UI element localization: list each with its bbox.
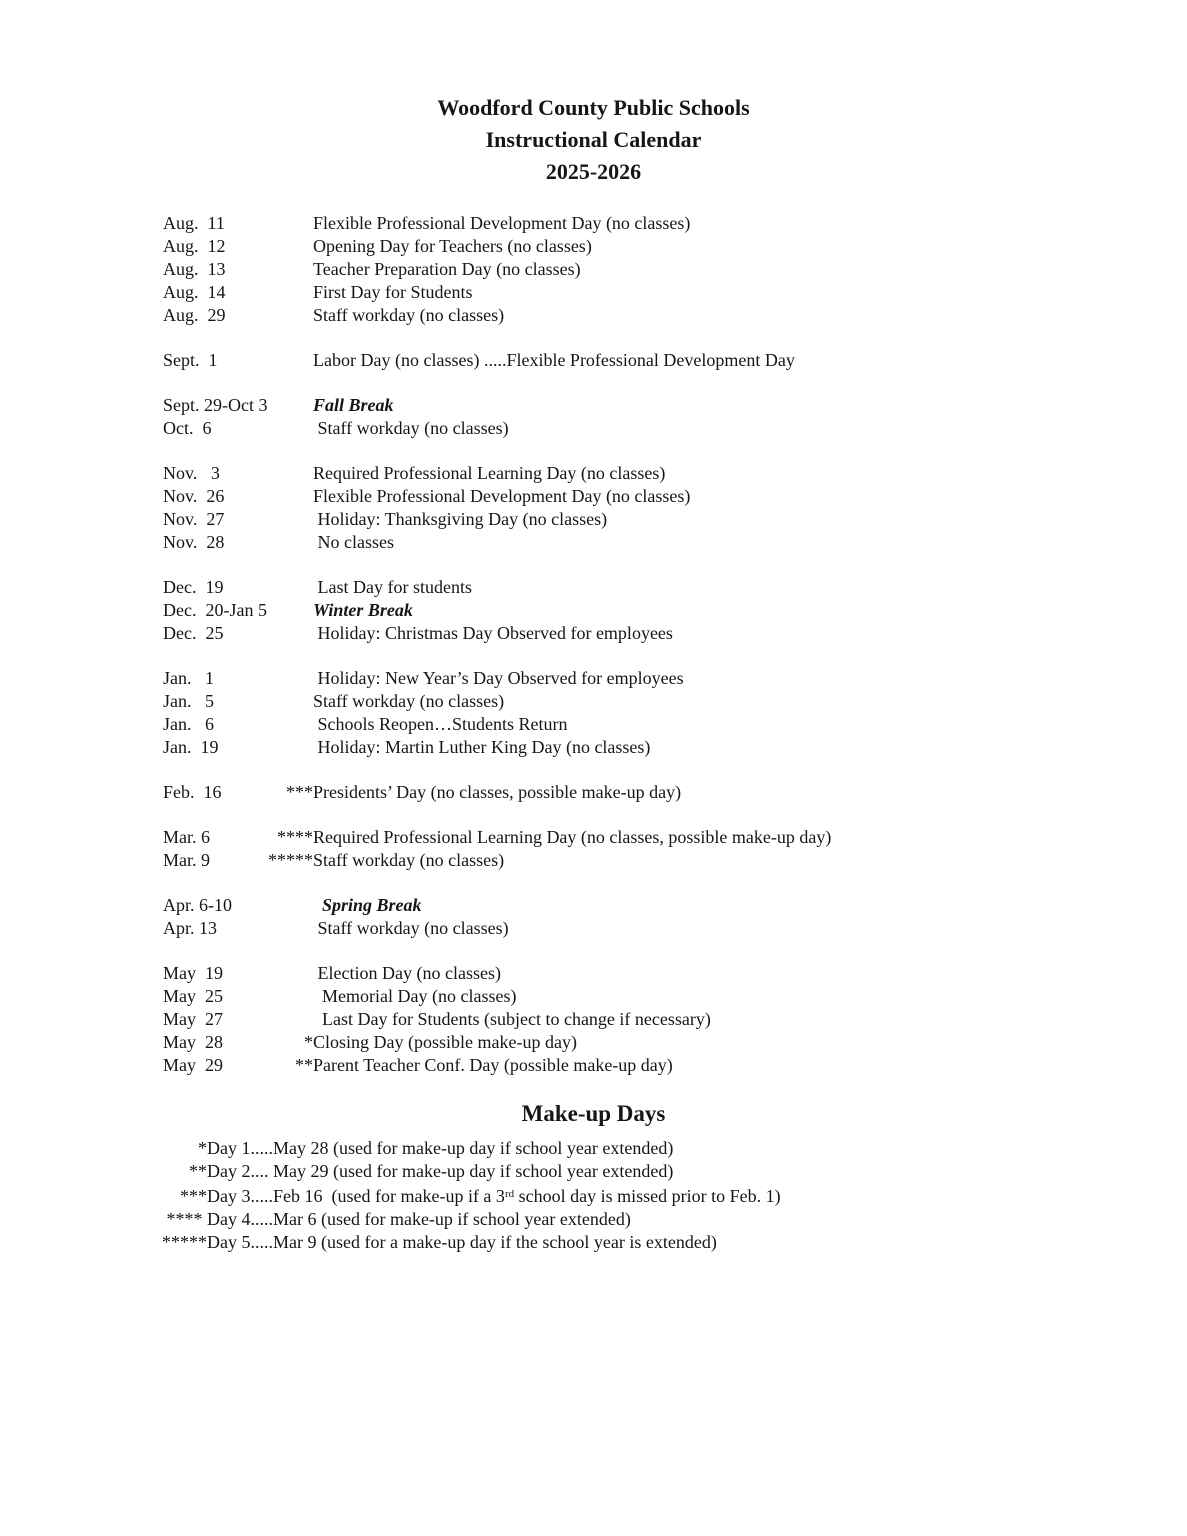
calendar-row: [0, 462, 1187, 485]
event-description: [313, 690, 504, 713]
event-description: [313, 349, 795, 372]
event-date: May 27: [163, 1009, 223, 1029]
calendar-row: [0, 962, 1187, 985]
event-description: [313, 985, 516, 1008]
event-description: [313, 508, 607, 531]
event-text: Last Day for students: [313, 577, 472, 597]
calendar-row: [0, 781, 1187, 804]
calendar-row: [0, 894, 1187, 917]
footnote-stars: **: [189, 1161, 207, 1181]
footnote-stars: **: [295, 1055, 313, 1075]
makeup-text: Day 2.... May 29 (used for make-up day if school year extended): [207, 1161, 674, 1181]
calendar-row: [0, 417, 1187, 440]
event-description: [313, 962, 501, 985]
event-text: Opening Day for Teachers (no classes): [313, 236, 592, 256]
event-text: Presidents’ Day (no classes, possible make-up day): [313, 782, 682, 802]
event-description: [313, 531, 394, 554]
event-text: Holiday: Martin Luther King Day (no classes): [313, 737, 651, 757]
footnote-stars: ****: [166, 1209, 207, 1229]
event-date: Dec. 20-Jan 5: [163, 600, 267, 620]
makeup-text: Day 5.....Mar 9 (used for a make-up day if the school year is extended): [207, 1232, 717, 1252]
document-header: [0, 92, 1187, 188]
event-text: Winter Break: [313, 600, 413, 620]
event-description: [313, 462, 665, 485]
calendar-row: [0, 349, 1187, 372]
calendar-row: [0, 985, 1187, 1008]
event-text: Staff workday (no classes): [313, 918, 509, 938]
event-text: Teacher Preparation Day (no classes): [313, 259, 581, 279]
event-date: Apr. 6-10: [163, 895, 232, 915]
footnote-stars: ***: [180, 1186, 207, 1206]
makeup-lines: [162, 1137, 1187, 1254]
event-text: Holiday: Christmas Day Observed for employees: [313, 623, 673, 643]
makeup-line: [162, 1231, 1187, 1254]
calendar-row: [0, 304, 1187, 327]
makeup-text: Day 3.....Feb 16 (used for make-up if a 3: [207, 1186, 505, 1206]
calendar-group: [0, 781, 1187, 804]
event-description: [313, 281, 473, 304]
event-text: Schools Reopen…Students Return: [313, 714, 568, 734]
event-text: Required Professional Learning Day (no classes): [313, 463, 666, 483]
calendar-row: [0, 508, 1187, 531]
event-date: Nov. 28: [163, 532, 225, 552]
makeup-line: [166, 1208, 1187, 1231]
event-description: [313, 667, 684, 690]
event-text: Flexible Professional Development Day (no classes): [313, 486, 691, 506]
calendar-row: [0, 1054, 1187, 1077]
document-title: Instructional Calendar: [485, 127, 702, 152]
event-text: Staff workday (no classes): [313, 305, 505, 325]
footnote-stars: *****: [268, 850, 313, 870]
event-text: Staff workday (no classes): [313, 850, 505, 870]
event-description: [313, 736, 650, 759]
calendar-row: [0, 917, 1187, 940]
event-date: Aug. 13: [163, 259, 226, 279]
makeup-line: [198, 1137, 1187, 1160]
event-date: Mar. 6: [163, 827, 210, 847]
event-text: Closing Day (possible make-up day): [313, 1032, 577, 1052]
calendar-group: [0, 894, 1187, 940]
calendar-row: [0, 622, 1187, 645]
footnote-stars: ***: [286, 782, 313, 802]
event-description: [304, 1031, 577, 1054]
footnote-stars: *: [304, 1032, 313, 1052]
calendar-group: [0, 394, 1187, 440]
event-text: Flexible Professional Development Day (no classes): [313, 213, 691, 233]
event-date: Dec. 19: [163, 577, 224, 597]
event-date: Jan. 5: [163, 691, 214, 711]
makeup-text: Day 1.....May 28 (used for make-up day if school year extended): [207, 1138, 674, 1158]
calendar-row: [0, 235, 1187, 258]
event-description: [313, 599, 413, 622]
event-date: Aug. 14: [163, 282, 226, 302]
calendar-row: [0, 281, 1187, 304]
event-text: Required Professional Learning Day (no classes, possible make-up day): [313, 827, 832, 847]
event-description: [277, 826, 832, 849]
event-description: [313, 304, 504, 327]
event-date: Sept. 29-Oct 3: [163, 395, 268, 415]
event-text: Fall Break: [313, 395, 394, 415]
ordinal-superscript: rd: [504, 1188, 515, 1200]
event-date: Aug. 12: [163, 236, 226, 256]
calendar-group: [0, 462, 1187, 554]
calendar-row: [0, 531, 1187, 554]
event-text: Last Day for Students (subject to change if necessary): [313, 1009, 711, 1029]
event-description: [313, 394, 394, 417]
calendar-row: [0, 736, 1187, 759]
event-date: Oct. 6: [163, 418, 212, 438]
event-description: [313, 235, 592, 258]
event-date: Apr. 13: [163, 918, 217, 938]
event-text: Staff workday (no classes): [313, 418, 509, 438]
event-text: Election Day (no classes): [313, 963, 501, 983]
school-year: 2025-2026: [545, 159, 642, 184]
makeup-text: school day is missed prior to Feb. 1): [514, 1186, 781, 1206]
event-description: [313, 258, 581, 281]
makeup-heading: Make-up Days: [521, 1101, 666, 1126]
event-text: Memorial Day (no classes): [313, 986, 517, 1006]
event-date: May 28: [163, 1032, 223, 1052]
event-description: [313, 576, 472, 599]
makeup-line: [180, 1183, 1187, 1208]
calendar-row: [0, 690, 1187, 713]
event-date: Aug. 29: [163, 305, 226, 325]
event-text: Staff workday (no classes): [313, 691, 505, 711]
event-description: [286, 781, 682, 804]
event-date: Feb. 16: [163, 782, 222, 802]
calendar-row: [0, 1031, 1187, 1054]
event-description: [313, 485, 690, 508]
footnote-stars: *: [198, 1138, 207, 1158]
event-text: Spring Break: [313, 895, 422, 915]
calendar-row: [0, 258, 1187, 281]
makeup-line: [189, 1160, 1187, 1183]
event-description: [313, 713, 568, 736]
event-date: Aug. 11: [163, 213, 225, 233]
event-text: First Day for Students: [313, 282, 473, 302]
calendar-row: [0, 212, 1187, 235]
event-description: [295, 1054, 673, 1077]
event-date: Mar. 9: [163, 850, 210, 870]
calendar-group: [0, 576, 1187, 645]
event-date: May 29: [163, 1055, 223, 1075]
calendar-group: [0, 349, 1187, 372]
calendar-list: [0, 212, 1187, 1077]
calendar-row: [0, 667, 1187, 690]
footnote-stars: ****: [277, 827, 313, 847]
calendar-row: [0, 1008, 1187, 1031]
footnote-stars: *****: [162, 1232, 207, 1252]
event-text: Labor Day (no classes) .....Flexible Professional Development Day: [313, 350, 795, 370]
event-date: Sept. 1: [163, 350, 218, 370]
event-date: Nov. 27: [163, 509, 225, 529]
calendar-group: [0, 826, 1187, 872]
event-date: Dec. 25: [163, 623, 224, 643]
event-date: Jan. 6: [163, 714, 214, 734]
event-description: [313, 212, 690, 235]
event-text: No classes: [313, 532, 394, 552]
calendar-row: [0, 394, 1187, 417]
event-description: [313, 622, 673, 645]
event-date: May 25: [163, 986, 223, 1006]
makeup-section: [0, 1099, 1187, 1254]
event-date: Jan. 19: [163, 737, 219, 757]
calendar-row: [0, 599, 1187, 622]
event-text: Holiday: New Year’s Day Observed for employees: [313, 668, 684, 688]
event-date: Nov. 3: [163, 463, 220, 483]
event-date: Jan. 1: [163, 668, 214, 688]
calendar-row: [0, 849, 1187, 872]
event-date: Nov. 26: [163, 486, 225, 506]
event-description: [313, 417, 509, 440]
calendar-group: [0, 667, 1187, 759]
calendar-row: [0, 485, 1187, 508]
event-text: Parent Teacher Conf. Day (possible make-up day): [313, 1055, 673, 1075]
calendar-row: [0, 826, 1187, 849]
calendar-row: [0, 576, 1187, 599]
calendar-group: [0, 212, 1187, 327]
event-description: [313, 917, 509, 940]
event-description: [313, 894, 422, 917]
event-text: Holiday: Thanksgiving Day (no classes): [313, 509, 608, 529]
school-name: Woodford County Public Schools: [437, 95, 750, 120]
event-date: May 19: [163, 963, 223, 983]
calendar-row: [0, 713, 1187, 736]
makeup-text: Day 4.....Mar 6 (used for make-up if school year extended): [207, 1209, 631, 1229]
event-description: [313, 1008, 711, 1031]
calendar-group: [0, 962, 1187, 1077]
event-description: [268, 849, 505, 872]
